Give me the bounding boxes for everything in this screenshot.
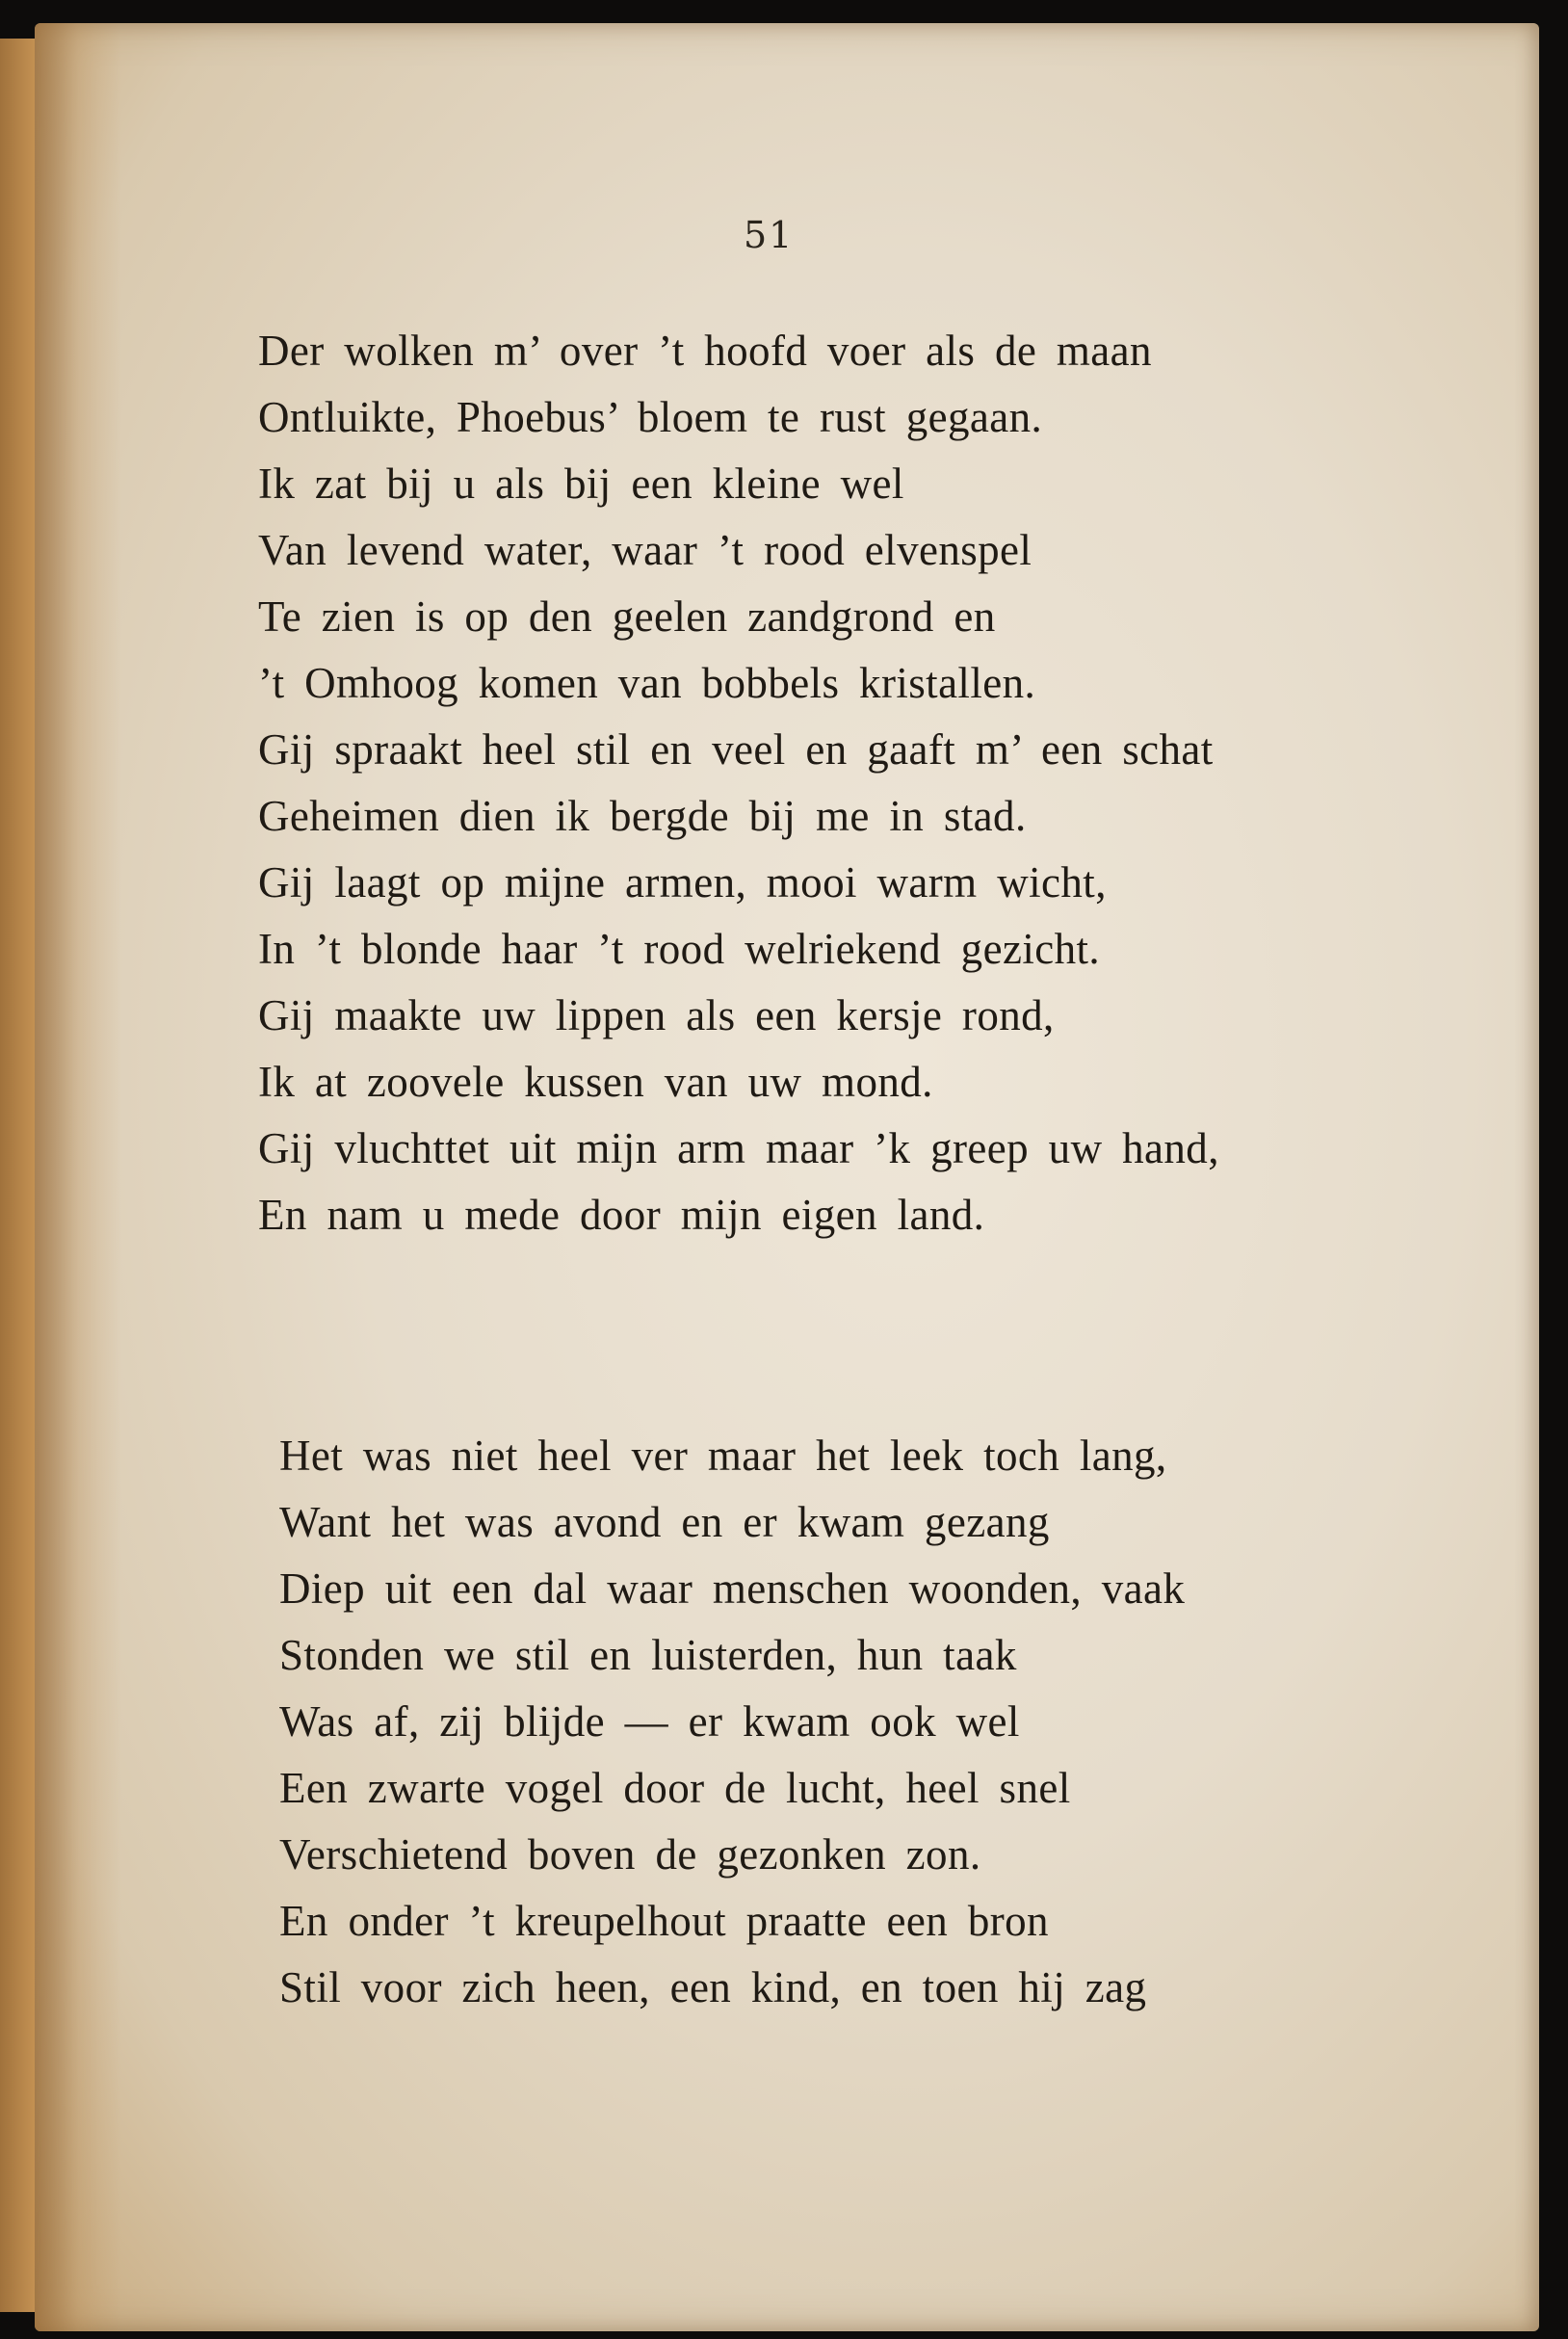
poem-line: Ik zat bij u als bij een kleine wel <box>258 460 904 508</box>
poem-line: Der wolken m’ over ’t hoofd voer als de maan <box>258 327 1152 375</box>
poem-line: Geheimen dien ik bergde bij me in stad. <box>258 792 1027 840</box>
poem-line: Te zien is op den geelen zandgrond en <box>258 592 996 641</box>
poem-line: Gij vluchttet uit mijn arm maar ’k greep uw hand, <box>258 1124 1219 1172</box>
poem-line: Want het was avond en er kwam gezang <box>279 1498 1050 1546</box>
poem-line: Ik at zoovele kussen van uw mond. <box>258 1058 933 1106</box>
stanza-1 <box>258 318 1219 1248</box>
poem-line: Gij maakte uw lippen als een kersje rond, <box>258 991 1055 1039</box>
poem-line: Het was niet heel ver maar het leek toch lang, <box>279 1432 1167 1480</box>
page-number: 51 <box>744 214 795 256</box>
poem-line: Stonden we stil en luisterden, hun taak <box>279 1631 1017 1679</box>
stanza-2 <box>279 1423 1185 2021</box>
poem-line: Ontluikte, Phoebus’ bloem te rust gegaan. <box>258 393 1043 441</box>
poem-line: Was af, zij blijde — er kwam ook wel <box>279 1697 1020 1746</box>
page-gutter-shadow <box>35 23 121 2331</box>
poem-line: ’t Omhoog komen van bobbels kristallen. <box>258 659 1036 707</box>
poem-line: Verschietend boven de gezonken zon. <box>279 1830 981 1879</box>
poem-line: En onder ’t kreupelhout praatte een bron <box>279 1897 1049 1945</box>
poem-line: Stil voor zich heen, een kind, en toen hij zag <box>279 1963 1147 2011</box>
poem-line: Gij laagt op mijne armen, mooi warm wicht, <box>258 858 1107 907</box>
poem-line: Een zwarte vogel door de lucht, heel snel <box>279 1764 1071 1812</box>
poem-line: Gij spraakt heel stil en veel en gaaft m’ een schat <box>258 725 1214 774</box>
poem-line: In ’t blonde haar ’t rood welriekend gezicht. <box>258 925 1101 973</box>
poem-line: En nam u mede door mijn eigen land. <box>258 1191 985 1239</box>
poem-line: Diep uit een dal waar menschen woonden, vaak <box>279 1564 1186 1613</box>
poem-line: Van levend water, waar ’t rood elvenspel <box>258 526 1032 574</box>
